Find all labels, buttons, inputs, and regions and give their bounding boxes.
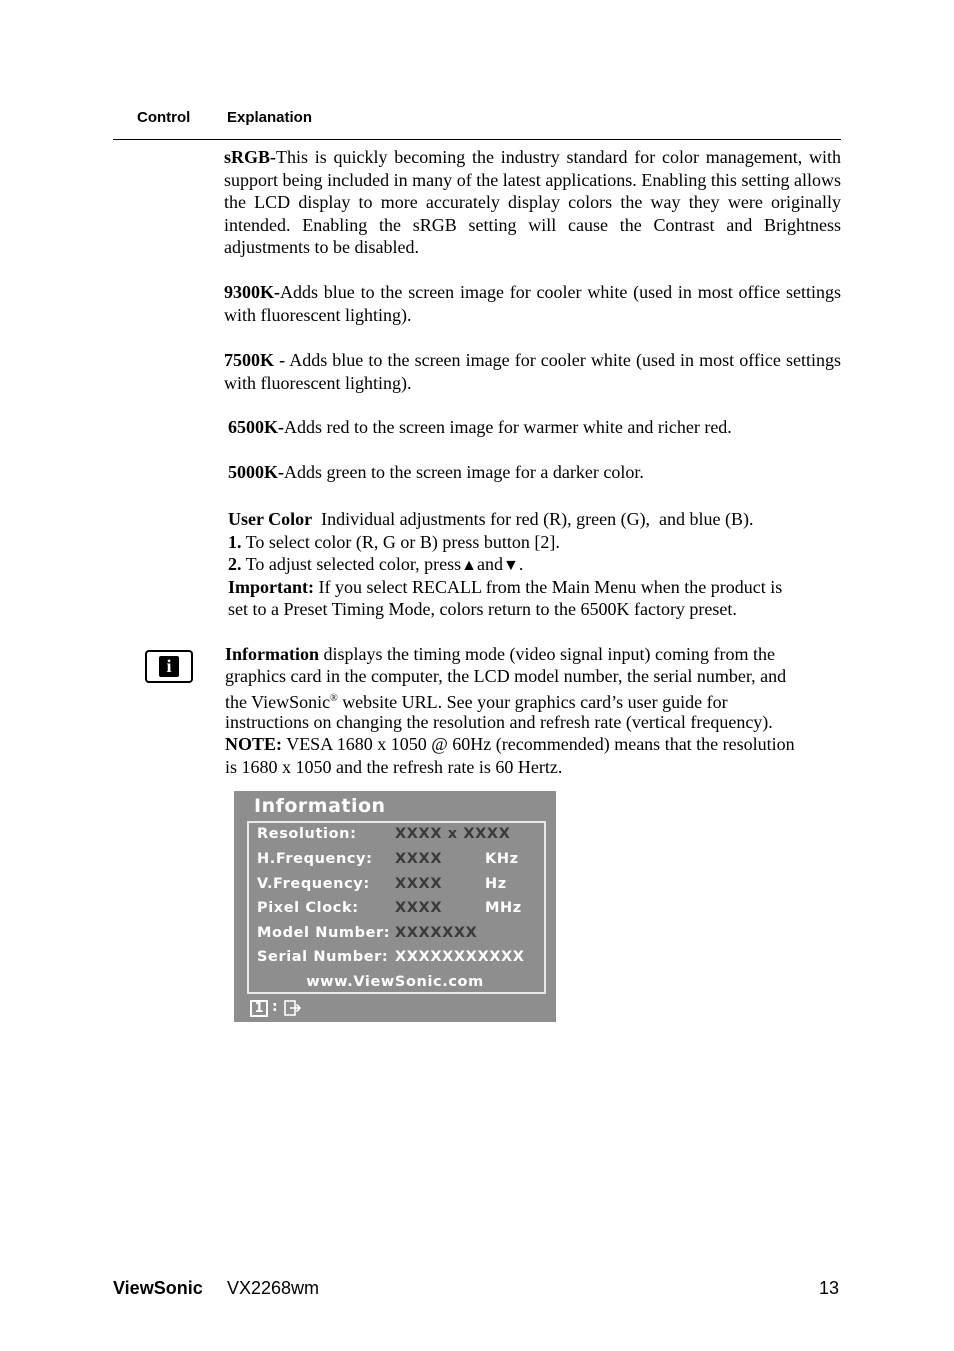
user-color-step-2 (228, 553, 523, 578)
column-header-control: Control (137, 109, 191, 126)
note-text: VESA 1680 x 1050 @ 60Hz (recommended) means that the resolution (282, 734, 795, 754)
srgb-paragraph (224, 146, 841, 259)
down-triangle-icon: ▼ (502, 557, 519, 574)
step-2-and: and (476, 554, 503, 574)
osd-row-value: XXXXXXXXXXX (395, 949, 525, 965)
step-2-text: To adjust selected color, press (241, 554, 462, 574)
osd-row-label: Pixel Clock: (257, 900, 359, 916)
step-2-number: 2. (228, 554, 242, 574)
footer-model: VX2268wm (227, 1278, 320, 1298)
user-color-term: User Color (228, 509, 313, 529)
osd-row-value: XXXX (395, 851, 443, 867)
information-text-3b: website URL. See your graphics card’s user guide for (337, 692, 728, 712)
information-term: Information (225, 644, 319, 664)
step-1-text: To select color (R, G or B) press button [2]. (241, 532, 560, 552)
k5000-text: Adds green to the screen image for a darker color. (284, 462, 644, 482)
srgb-term: sRGB- (224, 147, 277, 167)
k6500-text: Adds red to the screen image for warmer white and richer red. (284, 417, 732, 437)
osd-row-label: H.Frequency: (257, 851, 373, 867)
header-rule (113, 139, 841, 140)
important-text-1: If you select RECALL from the Main Menu when the product is (314, 577, 783, 597)
step-2-end: . (518, 554, 524, 574)
info-icon-glyph: i (166, 656, 172, 676)
user-color-line (228, 508, 754, 531)
osd-title: Information (254, 795, 386, 817)
k6500-paragraph (228, 416, 732, 439)
column-header-explanation: Explanation (227, 109, 313, 126)
osd-row-label: Model Number: (257, 925, 391, 941)
osd-row-value: XXXX x XXXX (395, 826, 511, 842)
page-number: 13 (819, 1278, 840, 1298)
information-text-1: displays the timing mode (video signal input) coming from the (319, 644, 775, 664)
osd-row-value: XXXX (395, 900, 443, 916)
k5000-paragraph (228, 461, 644, 484)
info-icon (145, 650, 193, 683)
k7500-text: Adds blue to the screen image for cooler white (used in most office settings with fluorescent lighting). (224, 350, 841, 393)
information-line-3 (225, 688, 728, 714)
osd-row-label: Resolution: (257, 826, 357, 842)
k7500-paragraph (224, 349, 841, 394)
osd-url: www.ViewSonic.com (306, 974, 484, 990)
k9300-text: Adds blue to the screen image for cooler white (used in most office settings with fluorescent lighting). (224, 282, 841, 325)
srgb-text: This is quickly becoming the industry standard for color management, with support being included in many of the latest applications. Enabling this setting allows the LCD display to more accurately display colors the way they were originally intended. Enabling the sRGB setting will cause the Contrast and Brightness adjustments to be disabled. (224, 147, 841, 257)
osd-information-screen (234, 791, 556, 1022)
important-line-2: set to a Preset Timing Mode, colors return to the 6500K factory preset. (228, 599, 737, 619)
note-line (225, 733, 795, 756)
important-term: Important: (228, 577, 314, 597)
osd-colon: : (272, 999, 278, 1015)
k9300-term: 9300K- (224, 282, 280, 302)
registered-mark: ® (330, 693, 338, 704)
k9300-paragraph (224, 281, 841, 326)
osd-row-value: XXXXXXX (395, 925, 478, 941)
information-line-1 (225, 643, 775, 666)
osd-row-label: Serial Number: (257, 949, 389, 965)
k5000-term: 5000K- (228, 462, 284, 482)
osd-row-unit: Hz (485, 876, 507, 892)
osd-row-label: V.Frequency: (257, 876, 370, 892)
osd-row-unit: MHz (485, 900, 522, 916)
footer-brand: ViewSonic (113, 1278, 203, 1298)
k6500-term: 6500K- (228, 417, 284, 437)
information-text-3a: the ViewSonic (225, 692, 331, 712)
information-line-4: instructions on changing the resolution and refresh rate (vertical frequency). (225, 712, 773, 732)
information-line-2: graphics card in the computer, the LCD model number, the serial number, and (225, 666, 787, 686)
user-color-step-1 (228, 531, 560, 554)
button-1-icon: 1 (250, 1000, 268, 1017)
osd-row-value: XXXX (395, 876, 443, 892)
step-1-number: 1. (228, 532, 242, 552)
k7500-term: 7500K - (224, 350, 286, 370)
osd-row-unit: KHz (485, 851, 519, 867)
important-line-1 (228, 576, 782, 599)
note-term: NOTE: (225, 734, 283, 754)
exit-icon (284, 1000, 302, 1016)
user-color-text: Individual adjustments for red (R), green (G), and blue (B). (312, 509, 754, 529)
information-line-6: is 1680 x 1050 and the refresh rate is 60 Hertz. (225, 757, 563, 777)
up-triangle-icon: ▲ (461, 557, 477, 574)
